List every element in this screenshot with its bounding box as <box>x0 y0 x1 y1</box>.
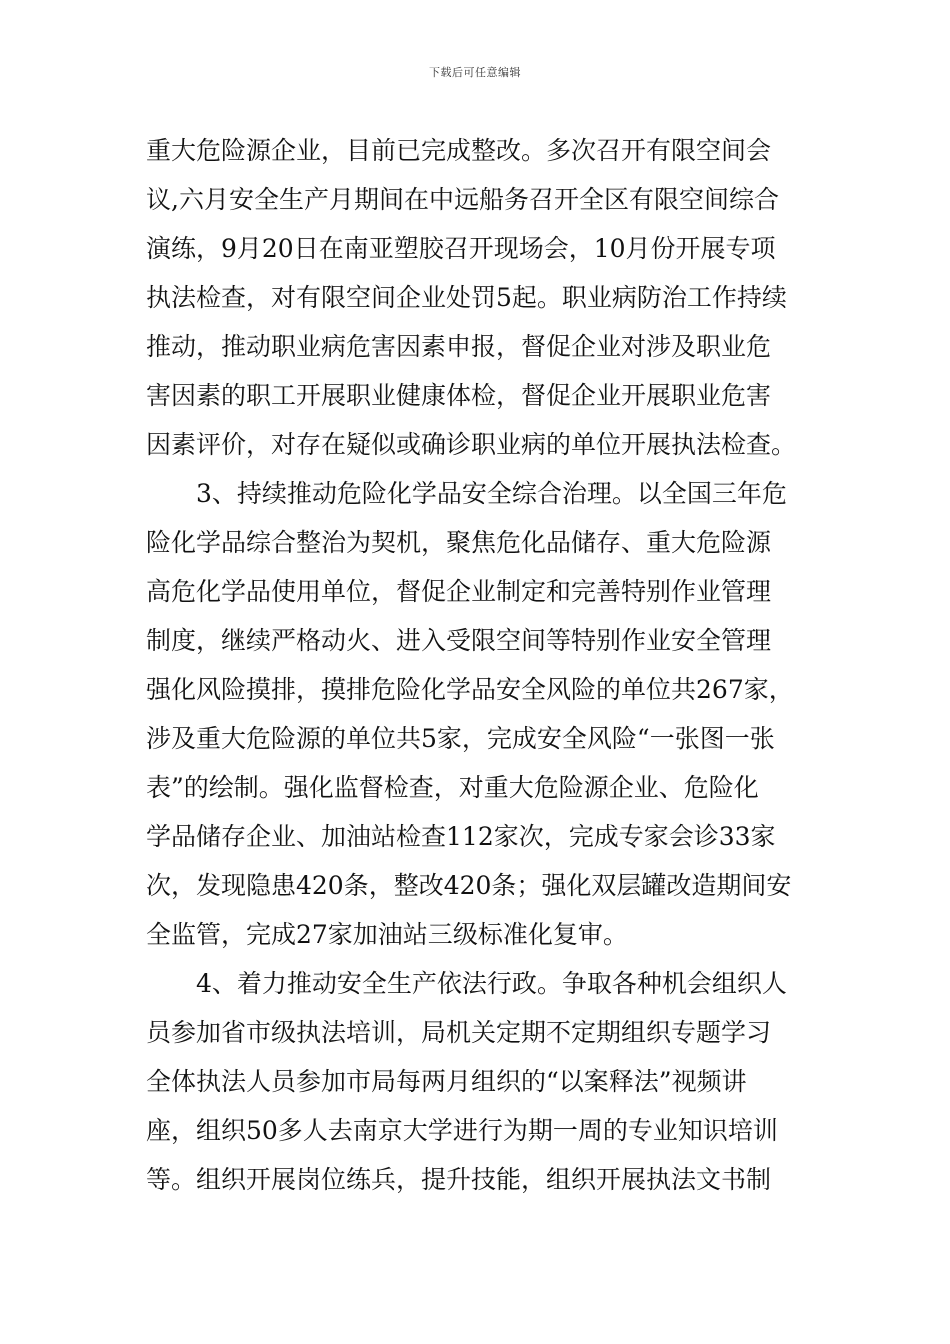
paragraph-line: 害因素的职工开展职业健康体检，督促企业开展职业危害 <box>146 381 772 410</box>
paragraph-line: 强化风险摸排，摸排危险化学品安全风险的单位共267家， <box>146 675 794 704</box>
paragraph-line: 因素评价，对存在疑似或确诊职业病的单位开展执法检查。 <box>146 430 797 459</box>
paragraph-line: 议,六月安全生产月期间在中远船务召开全区有限空间综合 <box>146 185 779 214</box>
paragraph-line: 全监管，完成27家加油站三级标准化复审。 <box>146 920 628 949</box>
paragraph-line: 高危化学品使用单位，督促企业制定和完善特别作业管理 <box>146 577 772 606</box>
paragraph-line: 险化学品综合整治为契机，聚焦危化品储存、重大危险源 <box>146 528 772 557</box>
paragraph-line: 演练，9月20日在南亚塑胶召开现场会，10月份开展专项 <box>146 234 776 263</box>
page-header: 下载后可任意编辑 <box>429 66 521 79</box>
paragraph-line: 次，发现隐患420条，整改420条；强化双层罐改造期间安 <box>146 871 792 900</box>
paragraph-line: 推动，推动职业病危害因素申报，督促企业对涉及职业危 <box>146 332 772 361</box>
paragraph-line: 表”的绘制。强化监督检查，对重大危险源企业、危险化 <box>146 773 759 802</box>
paragraph-line: 员参加省市级执法培训，局机关定期不定期组织专题学习 <box>146 1018 772 1047</box>
paragraph-line: 4、着力推动安全生产依法行政。争取各种机会组织人 <box>196 969 787 998</box>
paragraph-line: 执法检查，对有限空间企业处罚5起。职业病防治工作持续 <box>146 283 787 312</box>
paragraph-line: 涉及重大危险源的单位共5家，完成安全风险“一张图一张 <box>146 724 775 753</box>
document-body <box>146 126 816 1204</box>
paragraph-line: 学品储存企业、加油站检查112家次，完成专家会诊33家 <box>146 822 776 851</box>
paragraph-line: 3、持续推动危险化学品安全综合治理。以全国三年危 <box>196 479 787 508</box>
paragraph-line: 座，组织50多人去南京大学进行为期一周的专业知识培训 <box>146 1116 778 1145</box>
paragraph-line: 全体执法人员参加市局每两月组织的“以案释法”视频讲 <box>146 1067 747 1096</box>
paragraph-line: 重大危险源企业，目前已完成整改。多次召开有限空间会 <box>146 136 772 165</box>
paragraph-line: 等。组织开展岗位练兵，提升技能，组织开展执法文书制 <box>146 1165 772 1194</box>
paragraph-line: 制度，继续严格动火、进入受限空间等特别作业安全管理 <box>146 626 772 655</box>
